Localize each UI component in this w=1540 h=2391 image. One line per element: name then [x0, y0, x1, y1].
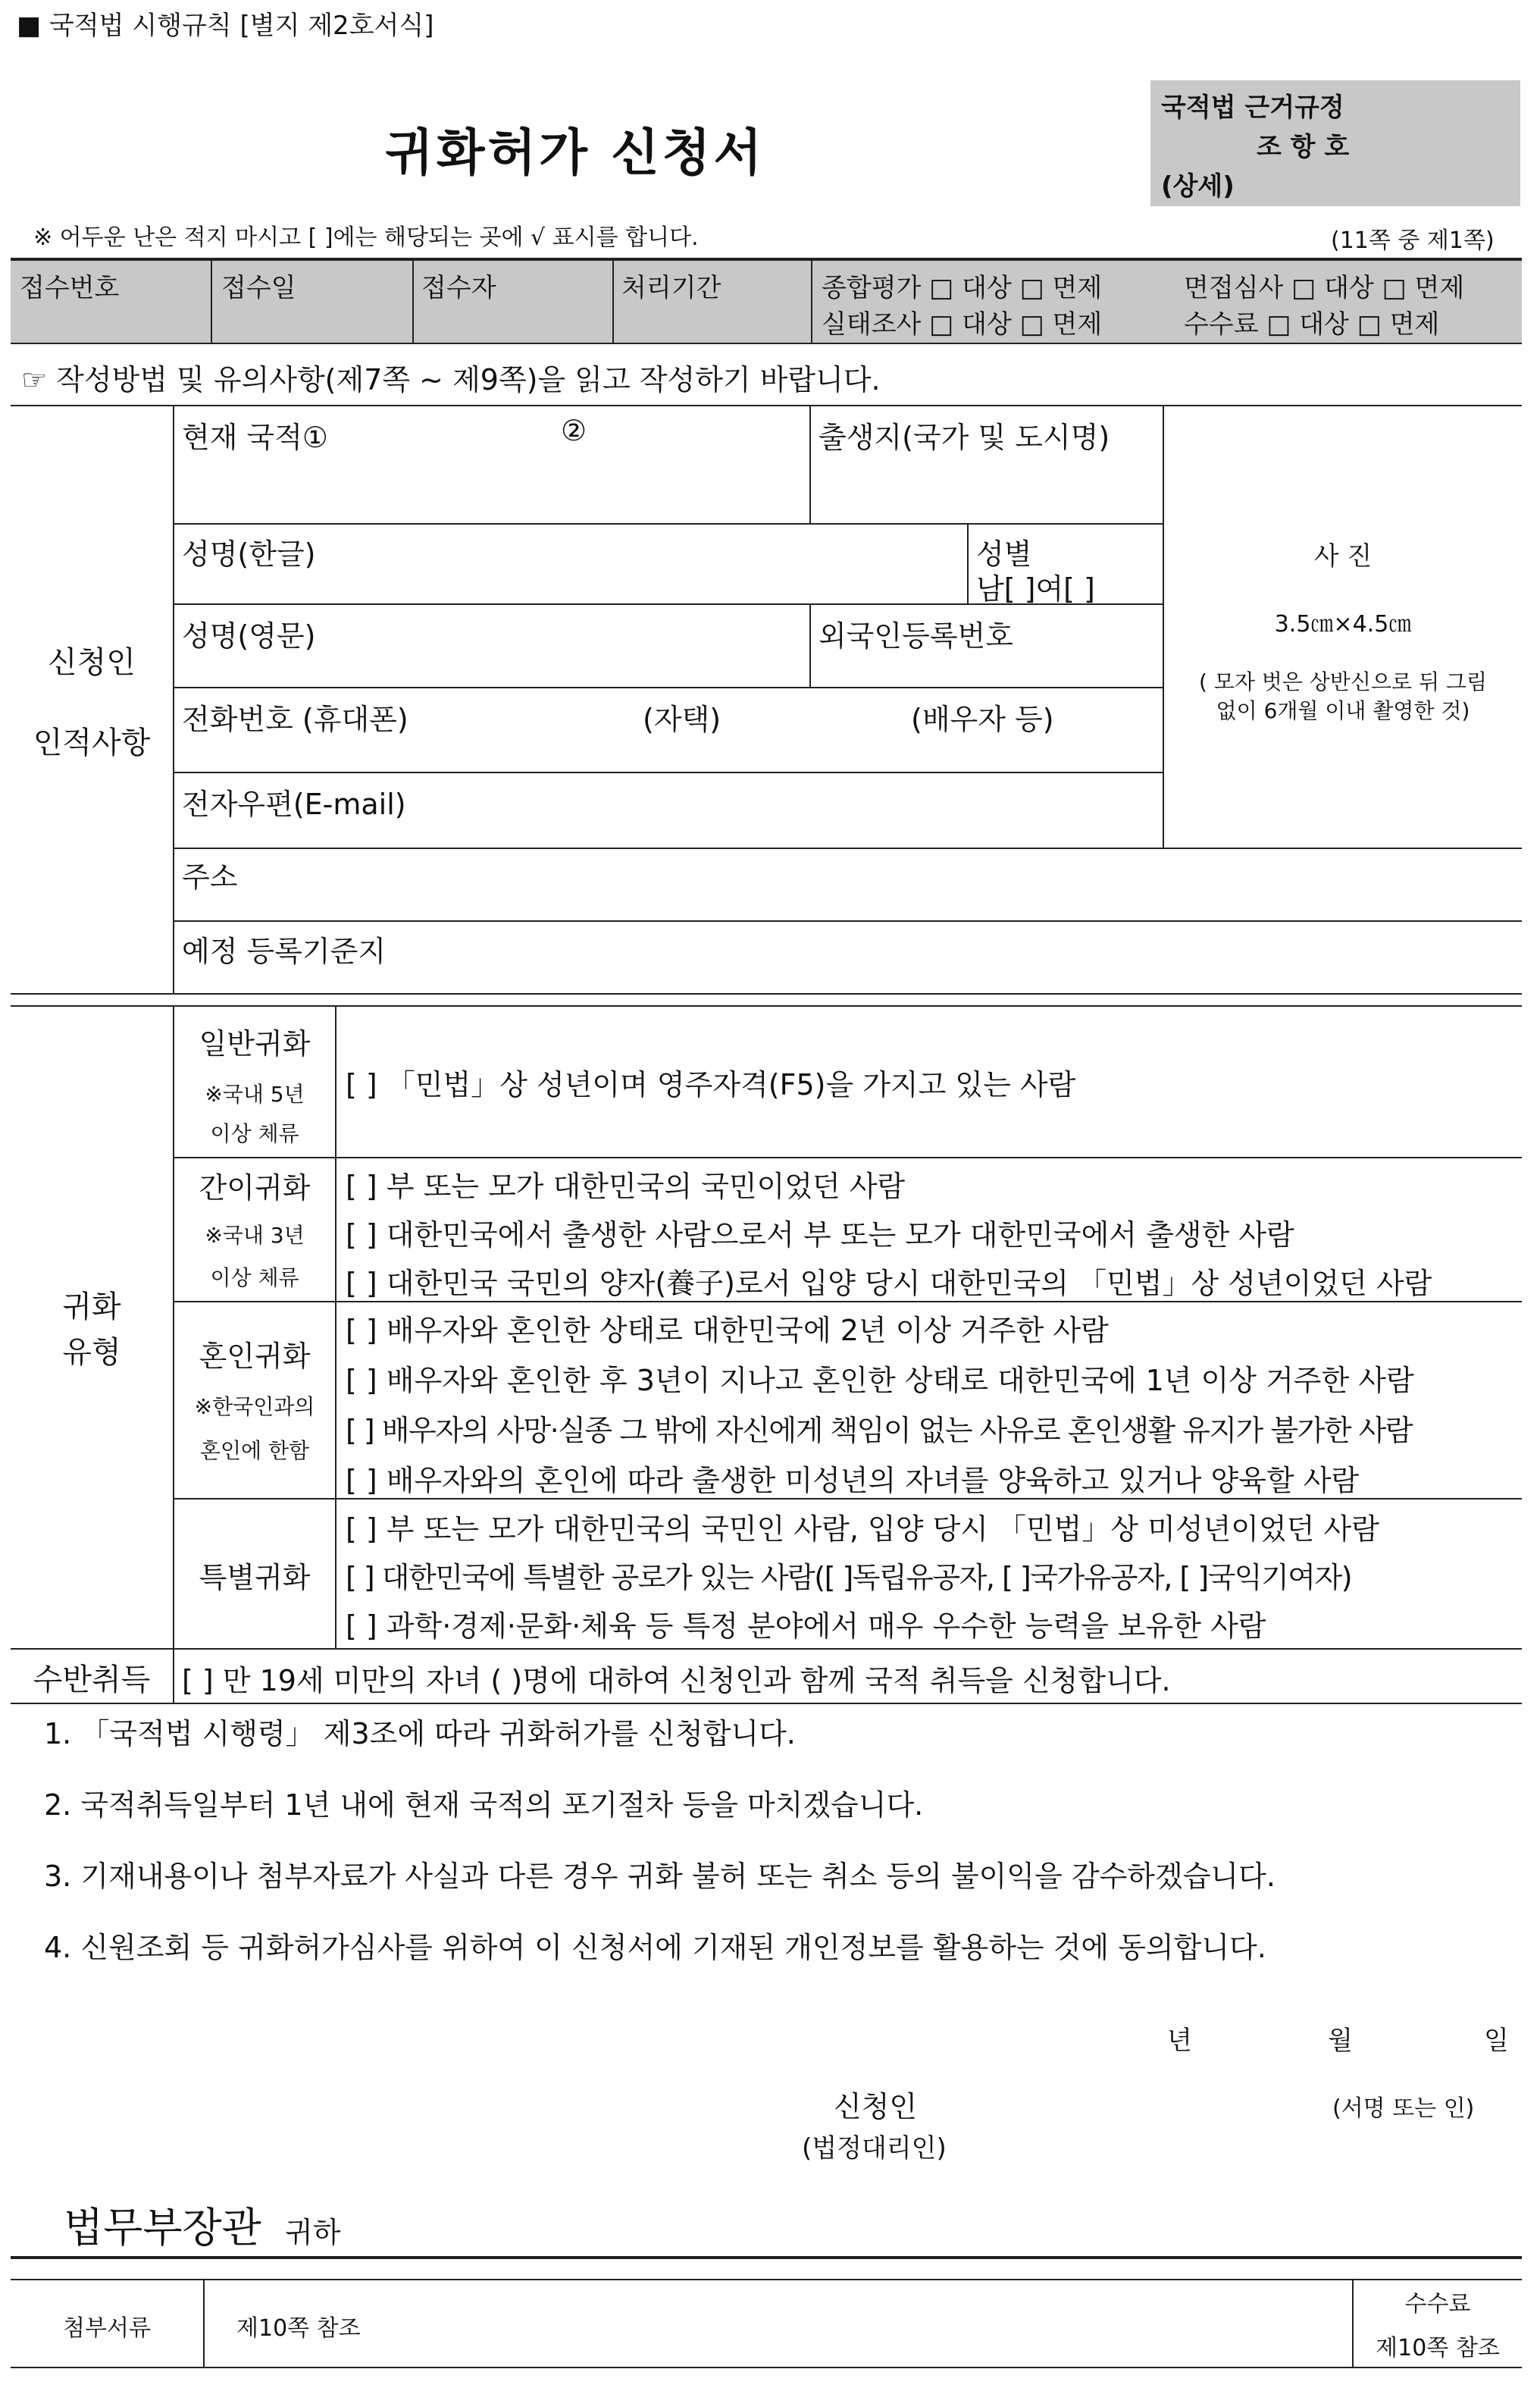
marriage-naturalization-note: ※한국인과의 — [194, 1394, 315, 1419]
declaration-3: 3. 기재내용이나 첨부자료가 사실과 다른 경우 귀화 불허 또는 취소 등의 불이익을 감수하겠습니다. — [44, 1860, 1276, 1893]
marriage-option-3[interactable]: [ ] 배우자의 사망·실종 그 밖에 자신에게 책임이 없는 사유로 혼인생활 유지가 불가한 사람 — [346, 1414, 1413, 1447]
birthplace-field[interactable]: 출생지(국가 및 도시명) — [819, 421, 1110, 454]
nationality-field-2[interactable]: ② — [561, 414, 587, 447]
phone-mobile-field[interactable]: 전화번호 (휴대폰) — [182, 703, 408, 736]
special-naturalization-label: 특별귀화 — [199, 1561, 311, 1594]
email-field[interactable]: 전자우편(E-mail) — [182, 788, 406, 821]
address-field[interactable]: 주소 — [182, 860, 238, 894]
legal-basis-box — [1150, 80, 1520, 206]
marriage-naturalization-label: 혼인귀화 — [199, 1340, 311, 1373]
photo-size: 3.5㎝×4.5㎝ — [1274, 611, 1412, 638]
processing-period-label: 처리기간 — [621, 273, 721, 303]
applicant-section-label-2: 인적사항 — [33, 725, 151, 760]
naturalization-section-label: 귀화 — [62, 1290, 121, 1324]
date-day-field[interactable]: 일 — [1484, 2026, 1509, 2056]
photo-note-2: 없이 6개월 이내 촬영한 것) — [1216, 698, 1470, 723]
simplified-option-3[interactable]: [ ] 대한민국 국민의 양자(養子)로서 입양 당시 대한민국의 「민법」상 성년이었던 사람 — [346, 1267, 1432, 1300]
phone-spouse-field[interactable]: (배우자 등) — [911, 703, 1054, 736]
declaration-4: 4. 신원조회 등 귀화허가심사를 위하여 이 신청서에 기재된 개인정보를 활용하는 것에 동의합니다. — [44, 1931, 1266, 1964]
page-indicator: (11쪽 중 제1쪽) — [1331, 227, 1495, 254]
form-note: ※ 어두운 난은 적지 마시고 [ ]에는 해당되는 곳에 √ 표시를 합니다. — [33, 224, 699, 251]
general-naturalization-note-2: 이상 체류 — [210, 1121, 299, 1146]
form-reference: ■ 국적법 시행규칙 [별지 제2호서식] — [17, 11, 434, 41]
declaration-2: 2. 국적취득일부터 1년 내에 현재 국적의 포기절차 등을 마치겠습니다. — [44, 1788, 924, 1822]
comprehensive-eval-checkbox[interactable]: 종합평가 □ 대상 □ 면제 — [822, 273, 1103, 303]
applicant-signature-label: 신청인 — [834, 2090, 918, 2123]
legal-basis-article: 조 항 호 — [1257, 132, 1350, 162]
marriage-option-1[interactable]: [ ] 배우자와 혼인한 상태로 대한민국에 2년 이상 거주한 사람 — [346, 1314, 1109, 1347]
general-option-1[interactable]: [ ] 「민법」상 성년이며 영주자격(F5)을 가지고 있는 사람 — [346, 1068, 1076, 1101]
photo-note: ( 모자 벗은 상반신으로 뒤 그림 — [1198, 669, 1487, 694]
registry-base-field[interactable]: 예정 등록기준지 — [182, 935, 387, 968]
simplified-naturalization-label: 간이귀화 — [199, 1171, 311, 1205]
fee-checkbox[interactable]: 수수료 □ 대상 □ 면제 — [1184, 309, 1440, 340]
date-year-field[interactable]: 년 — [1167, 2026, 1192, 2056]
special-option-3[interactable]: [ ] 과학·경제·문화·체육 등 특정 분야에서 매우 우수한 능력을 보유한 사람 — [346, 1609, 1266, 1643]
simplified-naturalization-note-2: 이상 체류 — [210, 1265, 299, 1290]
marriage-option-2[interactable]: [ ] 배우자와 혼인한 후 3년이 지나고 혼인한 상태로 대한민국에 1년 이상 거주한 사람 — [346, 1364, 1414, 1397]
general-naturalization-label: 일반귀화 — [199, 1027, 311, 1061]
gender-label: 성별 — [976, 537, 1032, 571]
phone-home-field[interactable]: (자택) — [643, 703, 721, 736]
attachments-value: 제10쪽 참조 — [236, 2315, 361, 2342]
marriage-option-4[interactable]: [ ] 배우자와의 혼인에 따라 출생한 미성년의 자녀를 양육하고 있거나 양육할 사람 — [346, 1464, 1360, 1497]
form-title: 귀화허가 신청서 — [385, 124, 765, 182]
gender-checkbox[interactable]: 남[ ]여[ ] — [976, 572, 1095, 606]
naturalization-section-label-2: 유형 — [62, 1335, 121, 1370]
applicant-section-label: 신청인 — [48, 645, 136, 680]
accompanying-label: 수반취득 — [33, 1662, 151, 1697]
instructions-note: ☞ 작성방법 및 유의사항(제7쪽 ~ 제9쪽)을 읽고 작성하기 바랍니다. — [21, 363, 881, 396]
legal-basis-label: 국적법 근거규정 — [1161, 92, 1344, 123]
interview-checkbox[interactable]: 면접심사 □ 대상 □ 면제 — [1184, 273, 1465, 303]
receipt-date-label: 접수일 — [221, 273, 296, 303]
special-option-2[interactable]: [ ] 대한민국에 특별한 공로가 있는 사람([ ]독립유공자, [ ]국가유공자, [ ]국익기여자) — [346, 1561, 1352, 1594]
signature-field[interactable]: (서명 또는 인) — [1332, 2095, 1475, 2122]
name-english-field[interactable]: 성명(영문) — [182, 619, 316, 653]
accompanying-children-checkbox[interactable]: [ ] 만 19세 미만의 자녀 ( )명에 대하여 신청인과 함께 국적 취득을 신청합니다. — [182, 1664, 1171, 1697]
fee-value: 제10쪽 참조 — [1376, 2335, 1500, 2361]
nationality-field[interactable]: 현재 국적① — [182, 421, 328, 454]
fee-label: 수수료 — [1404, 2291, 1471, 2317]
photo-label: 사 진 — [1313, 541, 1373, 572]
addressee-name: 법무부장관 — [64, 2204, 261, 2252]
receipt-number-label: 접수번호 — [20, 273, 120, 303]
special-option-1[interactable]: [ ] 부 또는 모가 대한민국의 국민인 사람, 입양 당시 「민법」상 미성년이었던 사람 — [346, 1512, 1379, 1546]
declaration-1: 1. 「국적법 시행령」 제3조에 따라 귀화허가를 신청합니다. — [44, 1717, 796, 1750]
simplified-naturalization-note: ※국내 3년 — [205, 1223, 305, 1248]
addressee-honorific: 귀하 — [285, 2216, 341, 2249]
attachments-label: 첨부서류 — [63, 2315, 151, 2342]
field-survey-checkbox[interactable]: 실태조사 □ 대상 □ 면제 — [822, 309, 1103, 340]
date-month-field[interactable]: 월 — [1328, 2026, 1353, 2056]
marriage-naturalization-note-2: 혼인에 한함 — [199, 1438, 310, 1463]
receiver-label: 접수자 — [421, 273, 496, 303]
general-naturalization-note: ※국내 5년 — [205, 1082, 305, 1107]
legal-basis-detail: (상세) — [1161, 171, 1235, 202]
alien-registration-field[interactable]: 외국인등록번호 — [819, 619, 1013, 653]
legal-representative-label: (법정대리인) — [802, 2133, 947, 2164]
simplified-option-1[interactable]: [ ] 부 또는 모가 대한민국의 국민이었던 사람 — [346, 1170, 906, 1203]
name-korean-field[interactable]: 성명(한글) — [182, 537, 316, 571]
simplified-option-2[interactable]: [ ] 대한민국에서 출생한 사람으로서 부 또는 모가 대한민국에서 출생한 사람 — [346, 1218, 1294, 1252]
